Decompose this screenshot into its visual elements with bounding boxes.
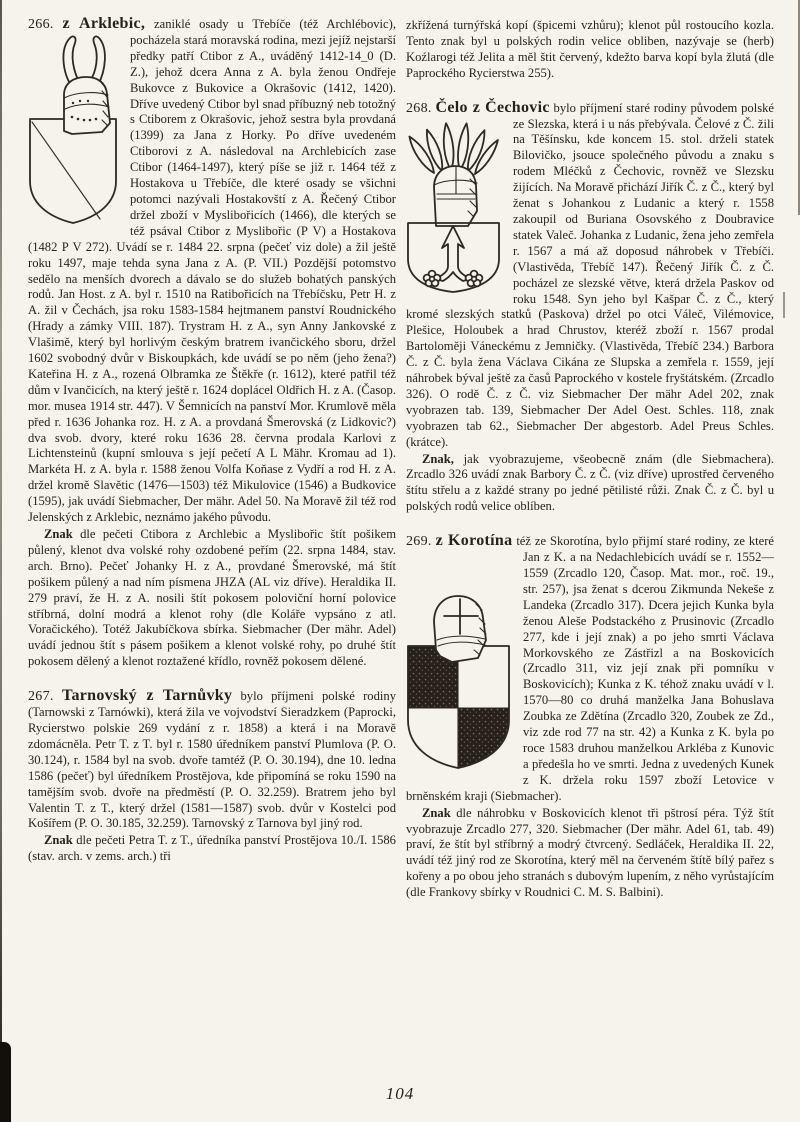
entry-267-intro: bylo příjmeni polské rodiny (Tarnowski z Tarnówki), která žila ve vojvodství Sieradzkem (Paprocki, Rycierstwo polskie 269 vydání z r. 1858) a která i na Moravě zdomácněla. Petr T. z T. byl r. 1580 úředníkem panství Plumlova (P. O. 30.124), r. 1584 byl na svob. dvoře tamtéž (P. O. 30.194), dne 10. ledna 1586 (pečeť) byl úředníkem Prostějova, kde připomíná se roku 1590 na tamějším svob. dvoře na předměstí (P. O. 32.259). Bratrem jeho byl Valentin T. z T., který držel (1581—1587) svob. dvůr v Kostelci pod Košířem (P. O. 30.185, 32.259). Tarnovský z Tarnova byl jiný rod.	[28, 689, 396, 831]
pot-helm-icon	[64, 77, 110, 134]
left-column	[28, 16, 396, 901]
entry-266-intro: pocházela stará moravská rodina, mezi jejíž nejstarší předky patří Ctibor z A., uváděný 1412-14_0 (D. Z.), jehož dcera Anna z A. byla ženou Ondřeje Bukovce z Bukovice a Okrašovic (1412, 1420). Dříve uvedený Ctibor byl snad příbuzný neb totožný s Ctiborem z Okrašovic, jehož sestra byla provdaná (1399) za Jana z Horky. Po dříve uvedeném Ctiborovi z A. následoval na Archlebicích zase Ctibor (1464-1497), který píše se již r. 1464 též z Hostakova u Třebíče, dle které osady se všichni potomci nazývali Hostakovští z A. Řečený Ctibor držel zboží v Myslibořicích (1466), dle kterých se též psával Ctibor z Myslibořic (P V) a Hostakova (1482 P V 272). Uvádí se r. 1484 22. srpna (pečeť viz dole) a žil ještě roku 1497, maje tehda syna Jana z A. (P. VII.) Pozdější potomstvo sedělo na menších dvorech a dávalo se do služeb bohatých panských rodů. Jan Host. z A. byl r. 1510 na Ratibořicích na Třebíčsku, Petr H. z A. žil v Čechách, jsa roku 1583-1584 hejtmanem panství Roudnického (Hrady a zámky VIII. 187). Trystram H. z A., syn Anny Jankovské z Vlašimě, který byl horlivým českým bratrem ivančického sboru, držel 1602 svobodný dvůr v Biskoupkách, kde uvádí se po něm (jeho žena?) Kateřina H. z A., rozená Olbramka ze Štěkře (r. 1612), které patřil též dům v Ivančicích, na který ještě r. 1624 doplácel Oldřich H. z A. (Časop. mor. musea 1914 str. 447). V Šemnicích na panství Mor. Krumlově měla před r. 1636 Johanka roz. H. z A. a provdaná Šmerovská (z Lidkovic?) dva svob. dvory, které roku 1636 28. června prodala Karlovi z Lichtensteinů (kupní smlouva s její pečetí A L Mähr. Kromau ad 1). Markéta H. z A. byla r. 1588 ženou Volfa Koňase z Vydří a rod H. z A. držel kromě Slavětic (1476—1503) též Mikulovice (1546) a Budkovice (1595), jak uvádí Siebmacher, Der mähr. Adel 50. Na Moravě žil též rod Jelenských z Arklebic, neznámo jakého původu.	[28, 32, 396, 525]
scan-corner-blot-artifact	[0, 1042, 11, 1122]
rosette-right-icon	[466, 270, 483, 286]
entry-267-znak-text: dle pečeti Petra T. z T., úředníka panství Prostějova 10./I. 1586 (stav. arch. v zems. arch.) tři	[28, 833, 396, 864]
entry-266-title: z Arklebic,	[62, 15, 146, 32]
entry-268-title: Čelo z Čechovic	[435, 98, 550, 116]
entry-266-intro-lead: zaniklé osady u Třebíče (též Archlébovic),	[154, 17, 396, 31]
znak-lead: Znak	[44, 527, 73, 541]
korotin-crest-illustration	[406, 552, 511, 773]
arklebic-crest-illustration	[28, 35, 118, 225]
great-helm-icon	[434, 166, 477, 226]
entry-269-intro-lead: též ze Skorotína, bylo přijmí staré	[516, 534, 691, 549]
entry-267-continuation: zkřížená turnýřská kopí (špicemi vzhůru); klenot půl rostoucího kozla. Tento znak byl u polských rodin velice obliben, nazývaje se (herb) Koźlarogi též Jelita a měl štit červený, kdežto barva kopí byla žlutá (dle Paprockého Rycierstwa 255).	[406, 18, 774, 80]
quartered-shield-icon	[408, 646, 509, 768]
entry-267-title: Tarnovský z Tarnůvky	[61, 687, 233, 705]
arrow-shield-icon	[408, 223, 499, 292]
page-number: 104	[385, 1084, 415, 1103]
right-column	[406, 16, 774, 901]
entry-268-znak-text: jak vyobrazujeme, všeobecně znám (dle Siebmachera). Zrcadlo 326 uvádí znak Barbory Č. z Č. (viz dříve) uprostřed červeného štítu střelu a z každé strany po jedné pětilisté růži. Znak Č. z Č. byl u polských rodů velice oblíben.	[406, 451, 774, 514]
rosette-left-icon	[424, 270, 441, 286]
entry-266	[28, 16, 396, 526]
entry-269-znak	[406, 806, 774, 901]
arklebic-crest-svg	[28, 35, 118, 225]
entry-268-number: 268.	[406, 100, 432, 116]
entry-267-znak	[28, 833, 396, 865]
znak-lead: Znak	[422, 805, 451, 820]
cechovic-crest-illustration	[406, 119, 501, 293]
two-column-text	[28, 16, 774, 901]
entry-267-number: 267.	[28, 689, 54, 705]
entry-269-intro: rodiny, ze které Jan z K. a na Nedachlebicích uvádí se r. 1552—1559 (Zrcadlo 120, Časop. Mat. mor., roč. 19., str. 257), jsa ženat s dcerou Zikmunda Nekeše z Landeka (Zrcadlo 317). Dcera jejich Kunka byla ženou Aleše Podstackého z Prusinovic (Zrcadlo 277, kde i její znak) a po jeho smrti Václava Morkovského ze Zástřizl a na Boskovicích (Zrcadlo 311, viz její znak při pomníku v Boskovicích); Kunka z K. téhož znaku uvádí v l. 1570—80 co druhá manželka Jana Bohuslava Zoubka ze Zdětína (Zrcadlo 320, Zoubek ze Zd., viz zde rod 77 na str. 42) a Kunka z K. byla po roce 1583 druhou manželkou Arkléba z Kunovic a předešla ho ve smrti. Jedna z uvedených Kunek z K. držela roku 1597 zboží Letovice v brněnském kraji (Siebmacher).	[406, 534, 775, 803]
entry-268	[406, 100, 774, 451]
entry-266-znak-text: dle pečeti Ctibora z Archlebic a Myslibořic štít pošikem půlený, klenot dva volské rohy ozdobené peřím (22. srpna 1484, stav. arch. Brno). Pečeť Johanky H. z A., provdané Šmerovské, má štít pošikem půlený a nad ním písmena JHZA (AL viz dříve). Heraldika II. 279 praví, že H. z A. nosili štít pokosem poloviční horní polovice stříbrná, dolní modrá a klenot rohy (dle Koláře vypsáno z atl. Voračického). Totéž Jakubíčkova sbírka. Siebmacher (Der mähr. Adel) uvádí jednou štít s pásem pošikem a klenot volské rohy, po druhé štít pokosem dělený a klenot roztažené křídlo, rovněž pokosem dělené.	[28, 527, 397, 669]
cross-helm-icon	[434, 596, 486, 662]
entry-267	[28, 688, 396, 832]
entry-269	[406, 533, 774, 804]
entry-268-intro-lead: bylo příjmení staré rodiny	[553, 100, 687, 115]
entry-269-title: z Korotína	[435, 532, 513, 550]
cechovic-crest-svg	[406, 119, 501, 293]
entry-269-znak-text: dle náhrobku v Boskovicích klenot tři pštrosí péra. Týž štít vyobrazuje Zrcadlo 277, 320. Siebmacher (Der mähr. Adel 61, tab. 49) praví, že štít byl stříbrný a modrý čtvrcený. Sedláček, Heraldika II. 22, uvádí též jiný rod ze Skorotína, který měl na červeném štítě bílý pařez s kořeny a po obou jeho stranách s dubovým lupením, z něho vyrůstajícím (dle Frankovy sbírky v Roudnici C. M. S. Balbini).	[406, 805, 774, 900]
entry-266-number: 266.	[28, 17, 54, 32]
znak-lead: Znak,	[422, 451, 454, 466]
znak-lead: Znak	[44, 833, 73, 848]
entry-268-znak	[406, 452, 774, 516]
korotin-crest-svg	[406, 588, 511, 773]
entry-266-znak	[28, 527, 396, 670]
entry-268-intro: původem polské ze Slezska, která i u nás přebývala. Čelové z Č. žili na Těšínsku, kde koncem 15. stol. drželi statek Bilovičko, jsouce společného původu a znaku s rodem Mléčků z Čechovic, rovněž ve Slezsku žijících. Na Moravě přichází Jiřík Č. z Č., který byl ženat s Johankou z Ludanic a který r. 1558 zakoupil od Buriana Osovského z Doubravice statek Valeč. Johanka z Ludanic, žena jeho zemřela r. 1567 a má až doposud náhrobek v Třebíči. (Vlastivěda, Třebíč 147). Řečený Jiřík Č. z Č. pocházel ze slezské větve, která držela Paskov od roku 1548. Syn jeho byl Kašpar Č. z Č., který kromé slezských statků (Paskova) držel po otci Váleč, Vilémovice, Plešice, Holoubek a hrad Chrustov, kteréž zboží r. 1567 prodal Bartoloměji Váneckému z Jemničky. (Vlastivěda, Třebíč 234.) Barbora Č. z Č. byla žena Václava Cikána ze Slupska a zemřela r. 1559, její náhrobek býval ještě za časů Paprockého v kostele fryštátském. (Zrcadlo 326). O rodě Č. z Č. viz Siebmacher Der mähr Adel 202, znak vyobrazen tab. 139, Siebmacher Der Adel Oest. Schles. 118, znak vyobrazen tab 62., Siebmacher Der abgestorb. Adel Preus Schles. (krátce).	[406, 100, 775, 449]
entry-269-number: 269.	[406, 534, 432, 550]
